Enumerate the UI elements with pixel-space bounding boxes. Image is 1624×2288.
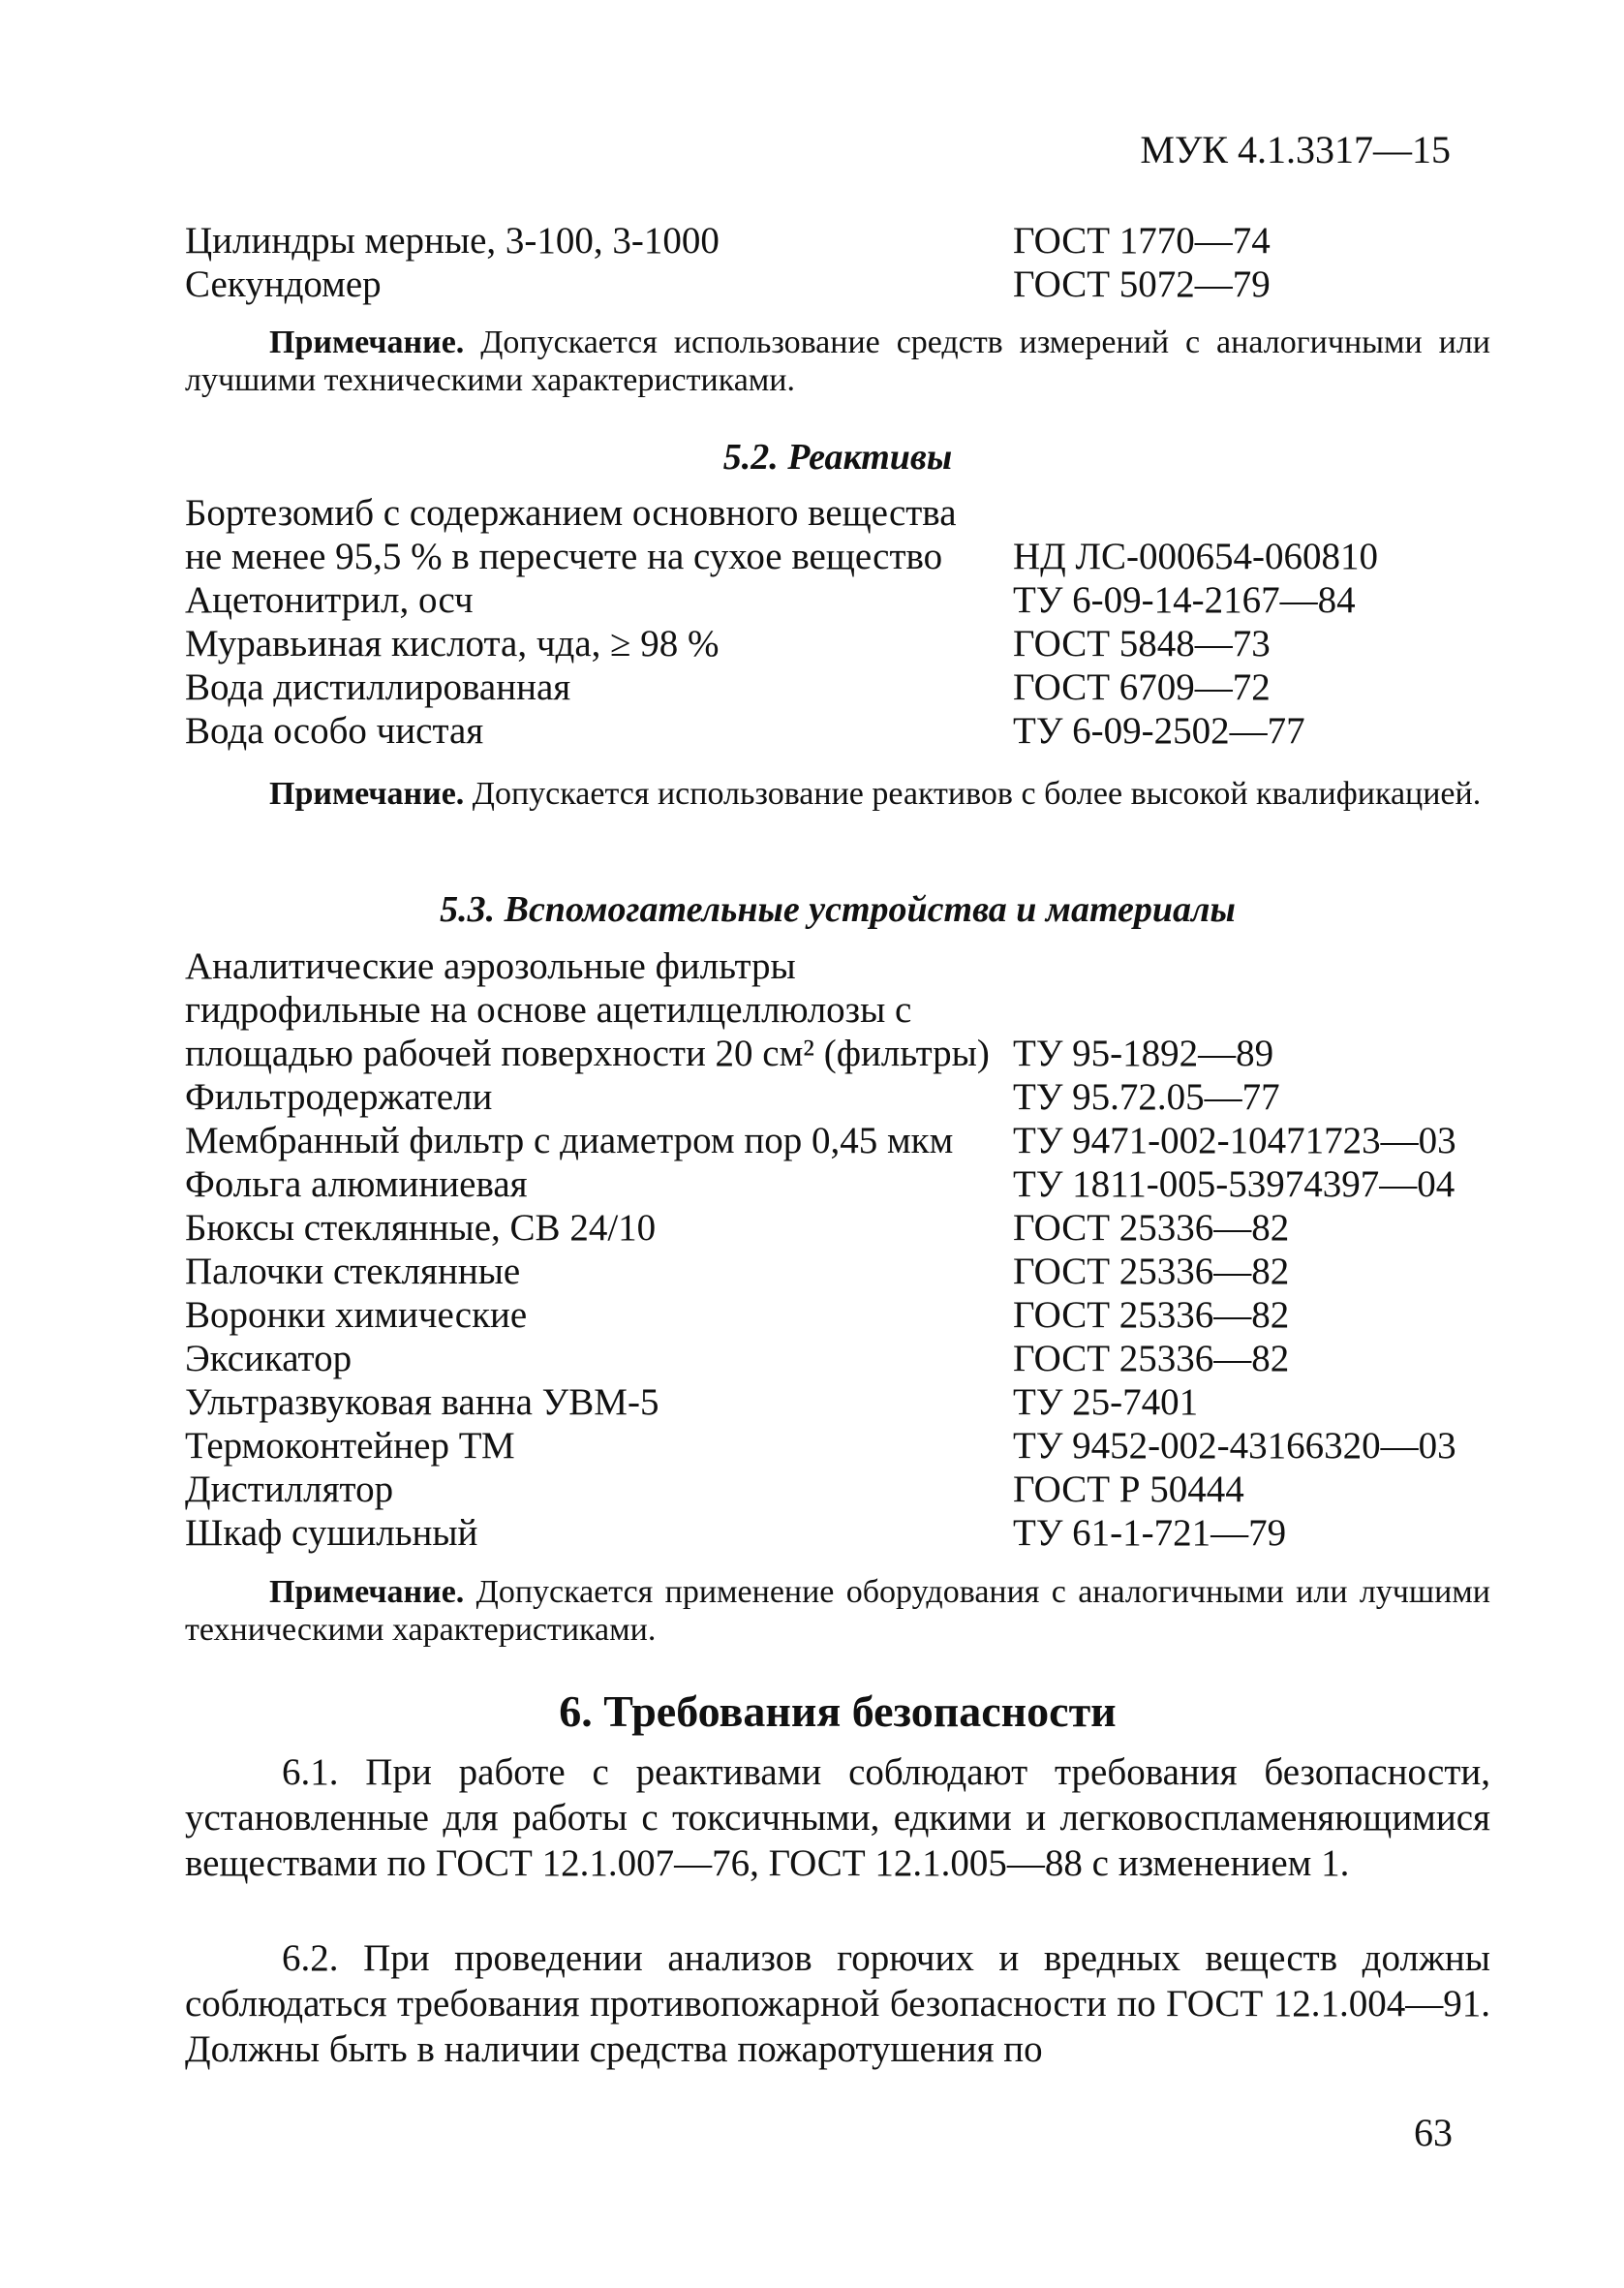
doc-code-header: МУК 4.1.3317—15 [1140,128,1451,171]
item-name: Мембранный фильтр с диаметром пор 0,45 мкм [185,1120,954,1161]
item-name: Дистиллятор [185,1469,394,1510]
item-name: Эксикатор [185,1338,352,1379]
list-item [185,1119,1490,1162]
instruments-list [185,219,1490,306]
item-standard: ГОСТ 6709—72 [1013,666,1271,708]
list-item [185,1380,1490,1424]
note-text: Допускается применение оборудования с аналогичными или лучшими техническими характеристиками. [185,1574,1490,1648]
item-name: площадью рабочей поверхности 20 см² (фильтры) [185,1033,990,1074]
item-standard: ТУ 95.72.05—77 [1013,1076,1280,1118]
note-reagents [185,775,1490,813]
list-item [185,219,1490,263]
item-standard: ТУ 1811-005-53974397—04 [1013,1163,1455,1205]
item-standard: ГОСТ 5848—73 [1013,623,1271,665]
item-name: Шкаф сушильный [185,1512,478,1554]
item-standard: ТУ 25-7401 [1013,1381,1199,1423]
item-name: Термоконтейнер ТМ [185,1425,515,1467]
list-item [185,1468,1490,1511]
item-name: Фольга алюминиевая [185,1163,528,1205]
list-item [185,1250,1490,1293]
note-text: Допускается использование реактивов с более высокой квалификацией. [464,776,1482,812]
item-name: гидрофильные на основе ацетилцеллюлозы с [185,989,912,1031]
note-text: Допускается использование средств измерений с аналогичными или лучшими техническими характеристиками. [185,325,1490,398]
note-instruments [185,324,1490,399]
item-standard: ТУ 95-1892—89 [1013,1033,1274,1074]
item-standard: ГОСТ 1770—74 [1013,220,1271,262]
materials-list [185,944,1490,1555]
item-name: Воронки химические [185,1294,528,1336]
item-standard: ТУ 9471-002-10471723—03 [1013,1120,1456,1161]
item-name: Бюксы стеклянные, СВ 24/10 [185,1207,657,1249]
list-item [185,622,1490,665]
reagents-list [185,491,1490,753]
item-name: Фильтродержатели [185,1076,493,1118]
item-standard: ГОСТ Р 50444 [1013,1469,1244,1510]
item-name: Палочки стеклянные [185,1251,521,1292]
note-label: Примечание. [269,1574,465,1610]
list-item [185,1293,1490,1337]
item-standard: НД ЛС-000654-060810 [1013,536,1378,577]
item-name: Цилиндры мерные, 3-100, 3-1000 [185,220,720,262]
list-item [185,535,1490,578]
list-item [185,263,1490,306]
item-standard: ТУ 61-1-721—79 [1013,1512,1287,1554]
item-name: Бортезомиб с содержанием основного вещества [185,492,957,534]
list-item [185,1337,1490,1380]
item-name: Аналитические аэрозольные фильтры [185,945,796,987]
list-item [185,988,1490,1032]
item-standard: ТУ 6-09-2502—77 [1013,710,1305,752]
section-5-3-title: 5.3. Вспомогательные устройства и материалы [440,889,1236,930]
page-number: 63 [1414,2111,1453,2154]
item-name: Вода дистиллированная [185,666,571,708]
list-item [185,578,1490,622]
list-item [185,1424,1490,1468]
list-item [185,1075,1490,1119]
list-item [185,1206,1490,1250]
list-item [185,1162,1490,1206]
item-name: Вода особо чистая [185,710,484,752]
item-standard: ТУ 9452-002-43166320—03 [1013,1425,1456,1467]
item-name: Муравьиная кислота, чда, ≥ 98 % [185,623,720,665]
list-item [185,665,1490,709]
item-standard: ГОСТ 25336—82 [1013,1338,1290,1379]
list-item [185,1032,1490,1075]
item-name: Ацетонитрил, осч [185,579,474,621]
item-name: Секундомер [185,263,382,305]
item-standard: ГОСТ 5072—79 [1013,263,1271,305]
list-item [185,1511,1490,1555]
list-item [185,709,1490,753]
item-standard: ТУ 6-09-14-2167—84 [1013,579,1356,621]
item-name: Ультразвуковая ванна УВМ-5 [185,1381,659,1423]
item-standard: ГОСТ 25336—82 [1013,1294,1290,1336]
item-standard: ГОСТ 25336—82 [1013,1207,1290,1249]
list-item [185,944,1490,988]
section-5-2-title: 5.2. Реактивы [722,437,953,478]
note-label: Примечание. [269,325,465,360]
note-label: Примечание. [269,776,465,812]
paragraph-6-1: 6.1. При работе с реактивами соблюдают требования безопасности, установленные для работы с токсичными, едкими и легковоспламеняющимися веществами по ГОСТ 12.1.007—76, ГОСТ 12.1.005—88 с изменением 1. [185,1751,1490,1884]
note-materials [185,1573,1490,1649]
paragraph-6-2: 6.2. При проведении анализов горючих и вредных веществ должны соблюдаться требования противопожарной безопасности по ГОСТ 12.1.004—91. Должны быть в наличии средства пожаротушения по [185,1937,1490,2070]
item-name: не менее 95,5 % в пересчете на сухое вещество [185,536,943,577]
section-6-title: 6. Требования безопасности [559,1686,1117,1736]
list-item [185,491,1490,535]
item-standard: ГОСТ 25336—82 [1013,1251,1290,1292]
